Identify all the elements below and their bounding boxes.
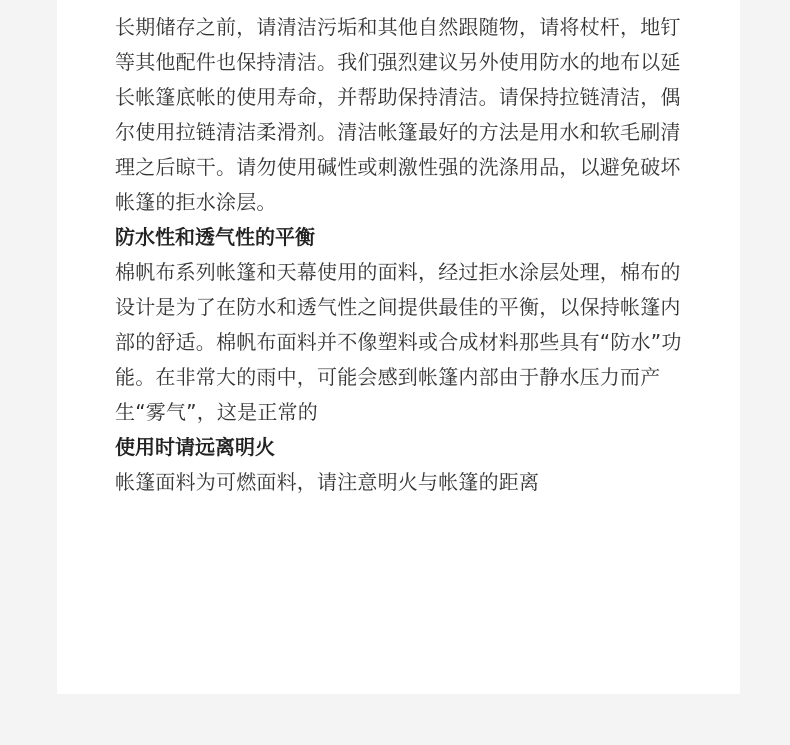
fire-safety-paragraph: 帐篷面料为可燃面料，请注意明火与帐篷的距离 <box>115 470 540 494</box>
fire-safety-heading: 使用时请远离明火 <box>115 435 275 459</box>
article-body <box>115 10 687 500</box>
content-card <box>57 0 740 694</box>
breathability-paragraph: 棉帆布系列帐篷和天幕使用的面料，经过拒水涂层处理，棉布的设计是为了在防水和透气性之间提供最佳的平衡，以保持帐篷内部的舒适。棉帆布面料并不像塑料或合成材料那些具有“防水”功能。在非常大的雨中，可能会感到帐篷内部由于静水压力而产生“雾气”，这是正常的 <box>115 260 682 424</box>
breathability-heading: 防水性和透气性的平衡 <box>115 225 315 249</box>
storage-paragraph: 长期储存之前，请清洁污垢和其他自然跟随物，请将杖杆，地钉等其他配件也保持清洁。我们强烈建议另外使用防水的地布以延长帐篷底帐的使用寿命，并帮助保持清洁。请保持拉链清洁，偶尔使用拉链清洁柔滑剂。清洁帐篷最好的方法是用水和软毛刷清理之后晾干。请勿使用碱性或刺激性强的洗涤用品，以避免破坏帐篷的拒水涂层。 <box>115 15 681 214</box>
